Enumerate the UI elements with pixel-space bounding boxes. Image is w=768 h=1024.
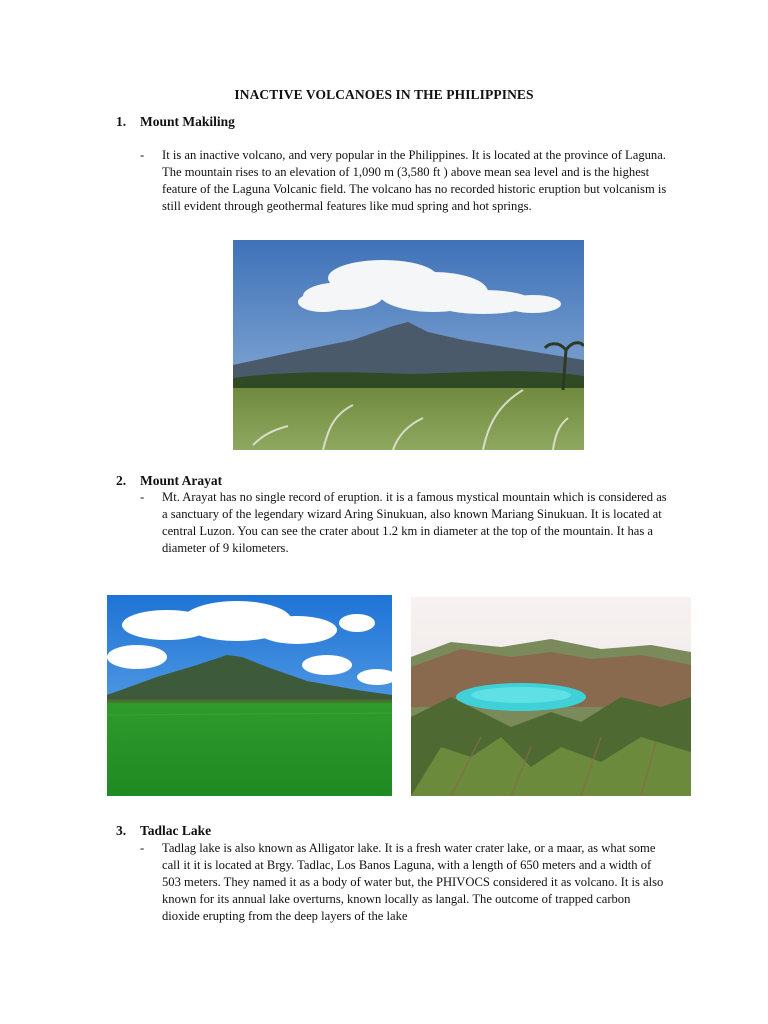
section-number: 3. (116, 823, 127, 838)
photo-crater-lake (411, 597, 691, 796)
section-heading-tadlac-lake (116, 823, 211, 839)
photo-mount-arayat (107, 595, 392, 796)
section-number: 2. (116, 473, 127, 488)
section-number: 1. (116, 114, 127, 129)
section-paragraph-tadlac-lake: Tadlag lake is also known as Alligator lake. It is a fresh water crater lake, or a maar, as what some call it it is located at Brgy. Tadlac, Los Banos Laguna, with a length of 650 meters and a width of 503 meters. They named it as a body of water but, the PHIVOCS considered it as volcano. It is also known for its annual lake overturns, known locally as langal. The outcome of trapped carbon dioxide erupting from the deep layers of the lake (162, 841, 664, 923)
section-title: Mount Makiling (140, 114, 235, 129)
section-paragraph-mount-makiling: It is an inactive volcano, and very popular in the Philippines. It is located at the province of Laguna. The mountain rises to an elevation of 1,090 m (3,580 ft ) above mean sea level and is the highest feature of the Laguna Volcanic field. The volcano has no recorded historic eruption but volcanism is still evident through geothermal features like mud spring and hot springs. (162, 148, 667, 213)
section-title: Mount Arayat (140, 473, 223, 488)
section-paragraph-mount-arayat: Mt. Arayat has no single record of eruption. it is a famous mystical mountain which is considered as a sanctuary of the legendary wizard Aring Sinukuan, also known Mariang Sinukuan. It is located at central Luzon. You can see the crater about 1.2 km in diameter at the top of the mountain. It has a diameter of 9 kilometers. (162, 490, 667, 555)
section-heading-mount-arayat (116, 473, 222, 489)
bullet-dash: - (140, 148, 145, 162)
document-title: INACTIVE VOLCANOES IN THE PHILIPPINES (234, 87, 534, 102)
bullet-dash: - (140, 841, 145, 855)
section-heading-mount-makiling (116, 114, 235, 130)
photo-mount-makiling (233, 240, 584, 450)
bullet-dash: - (140, 490, 145, 504)
section-title: Tadlac Lake (140, 823, 212, 838)
